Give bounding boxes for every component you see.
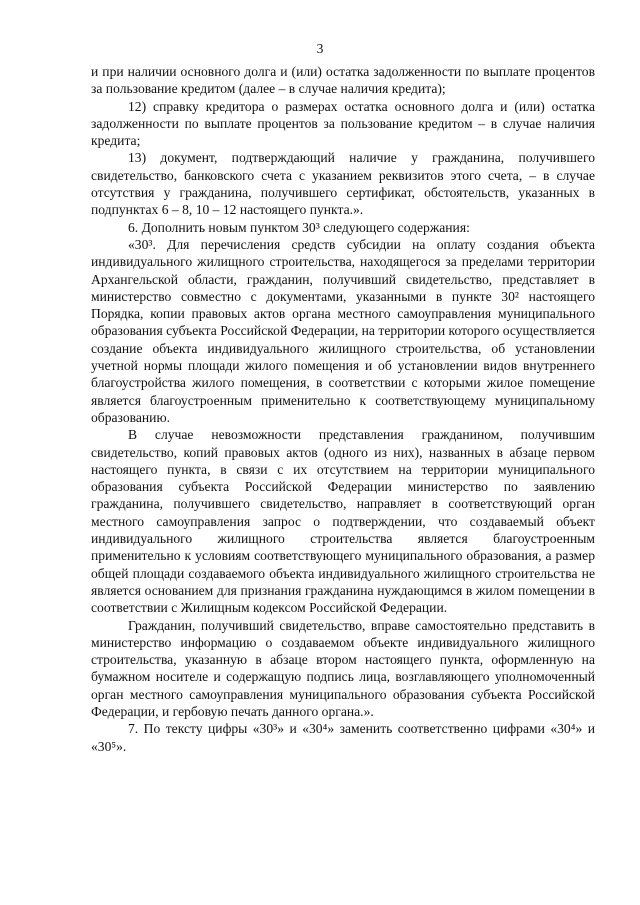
paragraph-clause-30-3: «30³. Для перечисления средств субсидии на оплату создания объекта индивидуального жилищного строительства, находящегося за пределами территории Архангельской области, гражданин, получивший свидетельство, представляет в министерство совместно с документами, указанными в пункте 30² настоящего Порядка, копии правовых актов органа местного самоуправления муниципального образования субъекта Российской Федерации, на территории которого осуществляется создание объекта индивидуального жилищного строительства, об установлении учетной нормы площади жилого помещения и об установлении видов внутреннего благоустройства жилого помещения, в соответствии с которыми жилое помещение является благоустроенным применительно к соответствующему муниципальному образованию. xyxy=(91,236,595,425)
paragraph-continuation: и при наличии основного долга и (или) остатка задолженности по выплате процентов за пользование кредитом (далее – в случае наличия кредита); xyxy=(91,64,595,97)
paragraph-impossibility-case: В случае невозможности представления гражданином, получившим свидетельство, копий правовых актов (одного из них), названных в абзаце первом настоящего пункта, в связи с их отсутствием на территории муниципального образования субъекта Российской Федерации министерство по заявлению гражданина, получившего свидетельство, направляет в соответствующий орган местного самоуправления запрос о подтверждении, что создаваемый объект индивидуального жилищного строительства является благоустроенным применительно к условиям соответствующего муниципального образования, а размер общей площади создаваемого объекта индивидуального жилищного строительства не является основанием для признания гражданина нуждающимся в жилом помещении в соответствии с Жилищным кодексом Российской Федерации. xyxy=(91,427,595,616)
paragraph-citizen-right: Гражданин, получивший свидетельство, вправе самостоятельно представить в министерство информацию о создаваемом объекте индивидуального жилищного строительства, указанную в абзаце втором настоящего пункта, оформленную на бумажном носителе и содержащую подпись лица, возглавляющего уполномоченный орган местного самоуправления муниципального образования субъекта Российской Федерации, и гербовую печать данного органа.». xyxy=(91,617,595,719)
document-body xyxy=(91,63,595,755)
paragraph-item-12: 12) справку кредитора о размерах остатка основного долга и (или) остатка задолженности по выплате процентов за пользование кредитом – в случае наличия кредита; xyxy=(91,98,595,149)
page-number: 3 xyxy=(316,41,324,56)
paragraph-amendment-7: 7. По тексту цифры «30³» и «30⁴» заменить соответственно цифрами «30⁴» и «30⁵». xyxy=(91,721,595,754)
paragraph-amendment-6: 6. Дополнить новым пунктом 30³ следующего содержания: xyxy=(128,219,470,235)
paragraph-item-13: 13) документ, подтверждающий наличие у гражданина, получившего свидетельство, банковского счета с указанием реквизитов этого счета, – в случае отсутствия у гражданина, получившего сертификат, обстоятельств, указанных в подпунктах 6 – 8, 10 – 12 настоящего пункта.». xyxy=(91,150,595,218)
